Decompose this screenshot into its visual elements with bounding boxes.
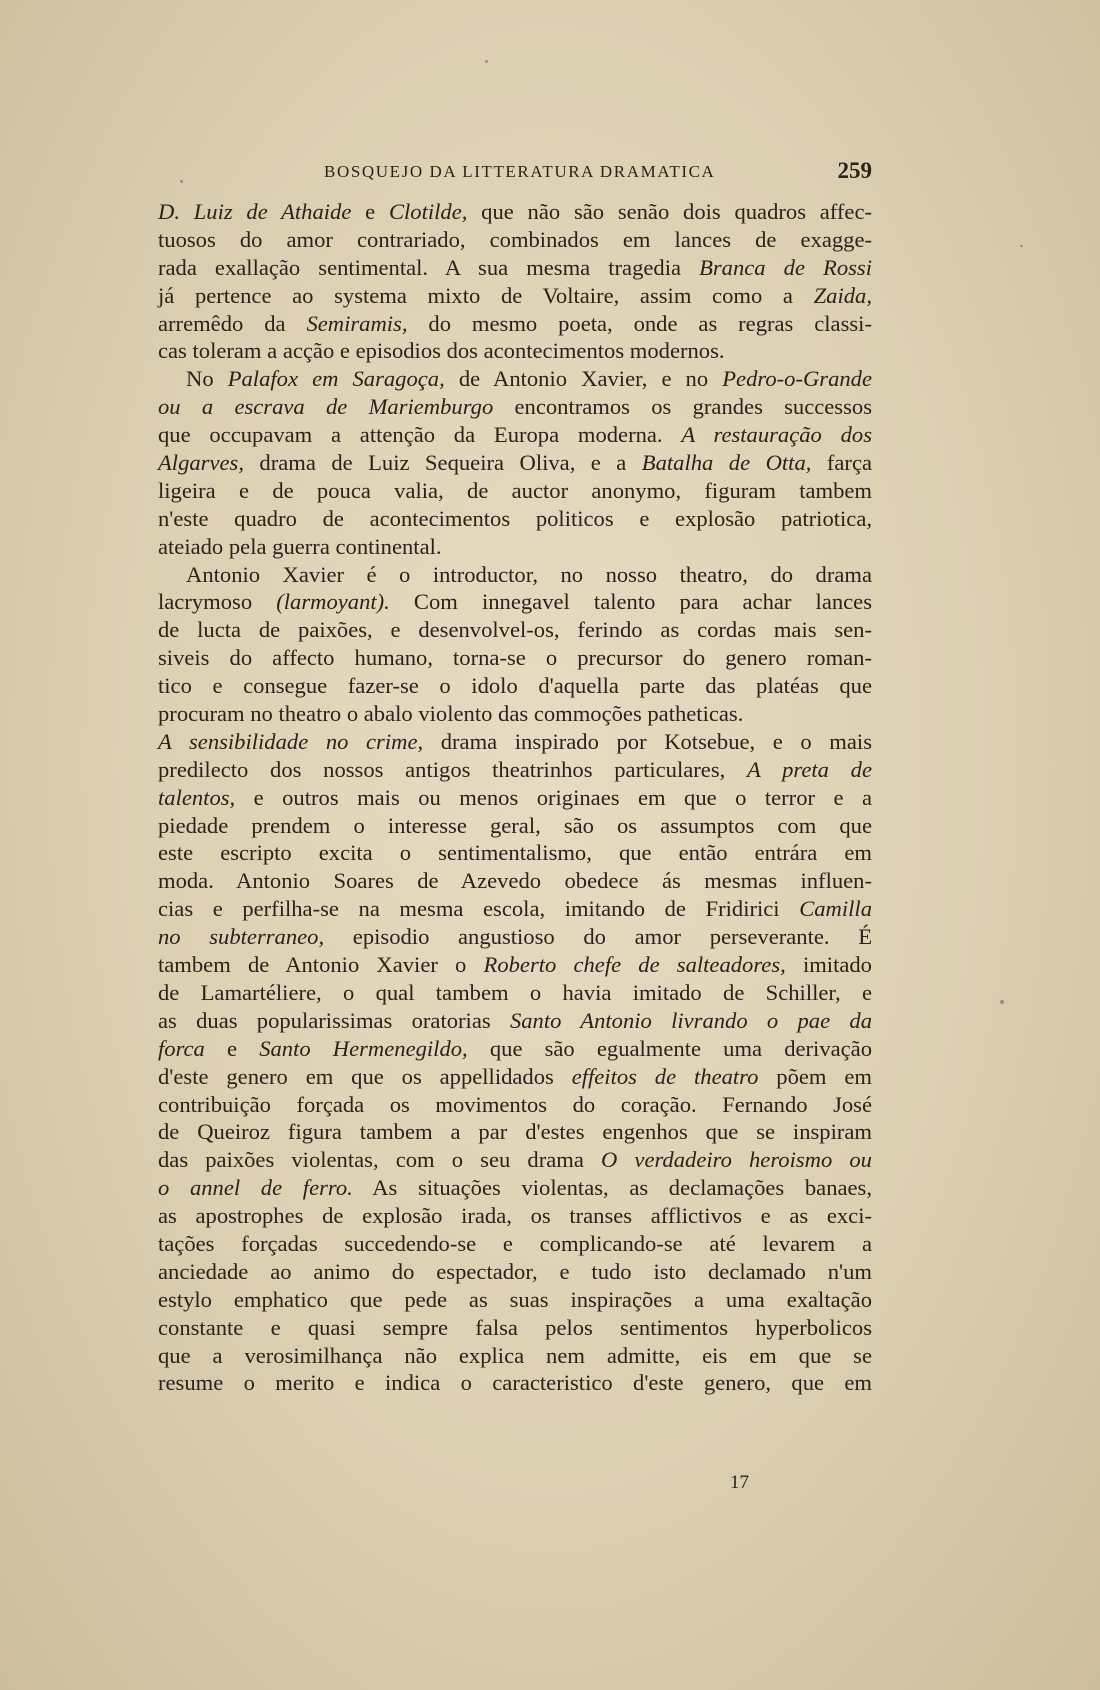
text-line: [158, 923, 872, 951]
text-run: encontramos os grandes successos: [493, 394, 872, 420]
italic-title: Camilla: [799, 896, 872, 922]
text-line: [158, 1202, 872, 1230]
text-line: [158, 700, 872, 728]
text-run: que a verosimilhança não explica nem admitte, eis em que se: [158, 1342, 872, 1368]
italic-title: forca: [158, 1035, 205, 1061]
text-line: [158, 1230, 872, 1258]
text-run: de Lamartéliere, o qual tambem o havia imitado de Schiller, e: [158, 979, 872, 1005]
italic-title: Clotilde,: [388, 199, 468, 224]
text-run: drama inspirado por Kotsebue, e o mais: [423, 728, 872, 754]
text-run: cias e perfilha-se na mesma escola, imitando de Fridirici: [158, 896, 800, 922]
text-line: [158, 672, 872, 700]
text-run: arremêdo da: [158, 310, 307, 336]
text-run: e outros mais ou menos originaes em que o terror e a: [235, 784, 872, 810]
text-line: [158, 1174, 872, 1202]
italic-title: Pedro-o-Grande: [722, 366, 872, 392]
text-run: procuram no theatro o abalo violento das commoções patheticas.: [158, 701, 744, 727]
text-line: [158, 728, 872, 756]
italic-title: Santo Hermenegildo,: [259, 1035, 468, 1061]
text-run: lacrymoso: [158, 589, 277, 615]
text-line: [158, 533, 872, 561]
text-line: [158, 1286, 872, 1314]
text-line: [158, 756, 872, 784]
text-line: [158, 839, 872, 867]
text-run: de lucta de paixões, e desenvolvel-os, ferindo as cordas mais sen-: [158, 617, 872, 643]
page-header: [158, 158, 872, 188]
text-line: [158, 1063, 872, 1091]
text-run: já pertence ao systema mixto de Voltaire, assim como a: [158, 282, 814, 308]
text-run: cas toleram a acção e episodios dos acontecimentos modernos.: [158, 338, 725, 364]
text-run: contribuição forçada os movimentos do coração. Fernando José: [158, 1091, 872, 1117]
text-run: constante e quasi sempre falsa pelos sentimentos hyperbolicos: [158, 1314, 872, 1340]
text-run: farça: [811, 450, 872, 476]
text-run: tações forçadas succedendo-se e complicando-se até levarem a: [158, 1230, 872, 1256]
text-run: siveis do affecto humano, torna-se o precursor do genero roman-: [158, 645, 872, 671]
italic-title: Santo Antonio livrando o pae da: [509, 1007, 872, 1033]
text-run: põem em: [758, 1063, 872, 1089]
text-run: imitado: [785, 952, 872, 978]
text-run: que não são senão dois quadros affec-: [467, 199, 872, 224]
text-run: das paixões violentas, com o seu drama: [158, 1147, 601, 1173]
italic-title: Algarves,: [158, 450, 244, 476]
running-title: BOSQUEJO DA LITTERATURA DRAMATICA: [324, 162, 716, 181]
text-line: [158, 449, 872, 477]
italic-title: Palafox em Saragoça,: [227, 366, 445, 392]
italic-title: D. Luiz de Athaide: [158, 199, 352, 224]
italic-title: ou a escrava de Mariemburgo: [158, 394, 494, 420]
italic-title: (larmoyant).: [276, 589, 390, 615]
text-line: [158, 282, 872, 310]
paper-speck: [485, 60, 488, 63]
italic-title: Zaida,: [813, 282, 872, 308]
text-run: As situações violentas, as declamações banaes,: [352, 1175, 872, 1201]
text-line: [158, 644, 872, 672]
text-run: as duas popularissimas oratorias: [158, 1007, 510, 1033]
text-run: Antonio Xavier é o introductor, no nosso theatro, do drama: [186, 561, 872, 587]
text-run: predilecto dos nossos antigos theatrinhos particulares,: [158, 756, 747, 782]
text-run: e: [351, 199, 389, 224]
italic-title: Roberto chefe de salteadores,: [483, 952, 786, 978]
text-line: [158, 1258, 872, 1286]
italic-title: A restauração dos: [681, 422, 872, 448]
text-line: [158, 1342, 872, 1370]
text-run: que occupavam a attenção da Europa moderna.: [158, 422, 682, 448]
text-run: n'este quadro de acontecimentos politicos e explosão patriotica,: [158, 505, 872, 531]
text-line: [158, 198, 872, 226]
text-line: [158, 1118, 872, 1146]
text-line: [158, 1007, 872, 1035]
italic-title: effeitos de theatro: [571, 1063, 759, 1089]
text-line: [158, 561, 872, 589]
text-run: No: [186, 366, 228, 392]
text-run: ateiado pela guerra continental.: [158, 533, 442, 559]
text-run: ligeira e de pouca valia, de auctor anonymo, figuram tambem: [158, 477, 872, 503]
text-run: piedade prendem o interesse geral, são os assumptos com que: [158, 812, 872, 838]
text-line: [158, 1314, 872, 1342]
text-run: de Queiroz figura tambem a par d'estes engenhos que se inspiram: [158, 1119, 872, 1145]
text-run: episodio angustioso do amor perseverante. É: [324, 924, 872, 950]
text-line: [158, 393, 872, 421]
text-run: que são egualmente uma derivação: [467, 1035, 873, 1061]
text-run: drama de Luiz Sequeira Oliva, e a: [243, 450, 642, 476]
italic-title: O verdadeiro heroismo ou: [600, 1147, 872, 1173]
text-run: do mesmo poeta, onde as regras classi-: [407, 310, 872, 336]
italic-title: talentos,: [158, 784, 236, 810]
text-run: de Antonio Xavier, e no: [444, 366, 723, 392]
text-line: [158, 784, 872, 812]
italic-title: no subterraneo,: [158, 924, 325, 950]
text-run: tuosos do amor contrariado, combinados em lances de exagge-: [158, 226, 872, 252]
text-run: moda. Antonio Soares de Azevedo obedece ás mesmas influen-: [158, 868, 872, 894]
page-number: 259: [837, 158, 872, 183]
text-run: este escripto excita o sentimentalismo, que então entrára em: [158, 840, 872, 866]
text-line: [158, 588, 872, 616]
text-line: [158, 867, 872, 895]
paper-speck: [1000, 1000, 1004, 1004]
text-line: [158, 895, 872, 923]
text-line: [158, 310, 872, 338]
signature-mark: 17: [730, 1472, 749, 1493]
italic-title: A preta de: [746, 756, 872, 782]
text-line: [158, 951, 872, 979]
text-line: [158, 337, 872, 365]
text-line: [158, 979, 872, 1007]
text-run: tambem de Antonio Xavier o: [158, 952, 484, 978]
text-line: [158, 1091, 872, 1119]
text-line: [158, 477, 872, 505]
paper-speck: [1020, 245, 1023, 247]
text-run: as apostrophes de explosão irada, os transes afflictivos e as exci-: [158, 1203, 872, 1229]
text-line: [158, 1369, 872, 1397]
italic-title: o annel de ferro.: [158, 1175, 353, 1201]
text-line: [158, 505, 872, 533]
text-run: resume o merito e indica o caracteristico d'este genero, que em: [158, 1370, 872, 1396]
text-line: [158, 226, 872, 254]
body-text: [158, 198, 872, 1397]
text-line: [158, 421, 872, 449]
text-line: [158, 365, 872, 393]
text-line: [158, 616, 872, 644]
text-line: [158, 812, 872, 840]
text-run: anciedade ao animo do espectador, e tudo isto declamado n'um: [158, 1258, 872, 1284]
text-run: d'este genero em que os appellidados: [158, 1063, 572, 1089]
text-line: [158, 1035, 872, 1063]
italic-title: Branca de Rossi: [699, 254, 872, 280]
text-run: rada exallação sentimental. A sua mesma tragedia: [158, 254, 700, 280]
text-line: [158, 254, 872, 282]
text-run: estylo emphatico que pede as suas inspirações a uma exaltação: [158, 1286, 872, 1312]
text-line: [158, 1146, 872, 1174]
italic-title: Batalha de Otta,: [641, 450, 812, 476]
italic-title: Semiramis,: [306, 310, 408, 336]
text-run: tico e consegue fazer-se o idolo d'aquella parte das platéas que: [158, 673, 872, 699]
text-run: e: [204, 1035, 260, 1061]
text-run: Com innegavel talento para achar lances: [389, 589, 872, 615]
italic-title: A sensibilidade no crime,: [158, 728, 424, 754]
